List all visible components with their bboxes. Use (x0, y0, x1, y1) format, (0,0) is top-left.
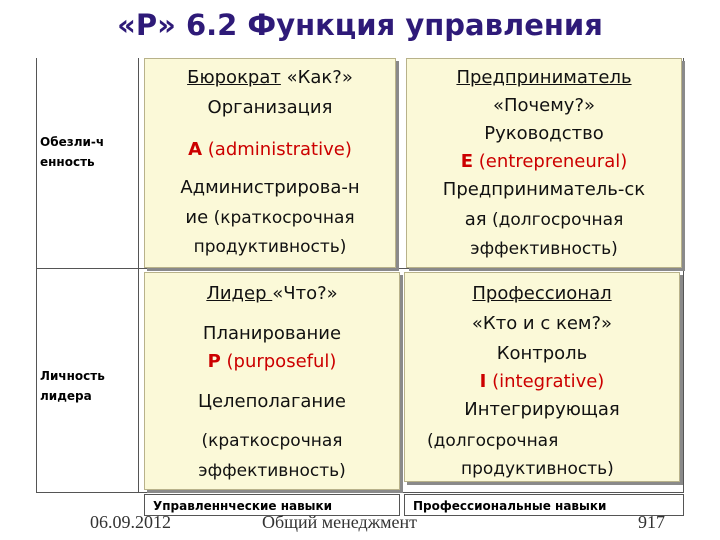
card-bureaucrat-letter: A (188, 139, 203, 160)
card-entrepreneur-code-line (407, 151, 681, 172)
card-bureaucrat-heading (145, 67, 395, 88)
row-label-impersonality-text: Обезли-ч енность (40, 135, 105, 169)
card-professional-note2: продуктивность) (461, 459, 614, 479)
card-leader-heading (145, 283, 399, 304)
card-bureaucrat-note1: (краткосрочная (208, 208, 355, 228)
grid-line-row-divider (36, 268, 684, 269)
skills-professional-label: Профессиональные навыки (413, 499, 607, 513)
card-entrepreneur (406, 58, 682, 268)
grid-line-bottom (36, 492, 684, 493)
row-label-impersonality (40, 132, 104, 172)
card-bureaucrat-note2: продуктивность) (193, 237, 347, 257)
card-leader-question: «Что?» (272, 283, 338, 304)
card-bureaucrat-name: Бюрократ (187, 67, 281, 88)
card-professional-name: Профессионал (472, 283, 612, 304)
card-bureaucrat-function: Организация (207, 97, 333, 118)
card-entrepreneur-role-line2 (407, 209, 681, 230)
card-leader-name: Лидер (206, 283, 273, 304)
row-label-leader-personality-text: Личность лидера (40, 369, 105, 403)
card-entrepreneur-letter: E (460, 151, 474, 172)
card-bureaucrat-role-line2 (145, 207, 395, 228)
card-entrepreneur-function: Руководство (484, 123, 604, 144)
card-entrepreneur-note1: (долгосрочная (486, 210, 624, 230)
card-professional-function: Контроль (496, 343, 588, 364)
card-bureaucrat-code-line (145, 139, 395, 160)
card-leader-note1: (краткосрочная (201, 431, 343, 451)
card-entrepreneur-role1: Предприниматель-ск (442, 179, 646, 200)
card-leader-code: (purposeful) (220, 351, 337, 372)
card-entrepreneur-code: (entrepreneural) (473, 151, 628, 172)
grid-line-right (683, 58, 684, 492)
card-entrepreneur-note2: эффективность) (470, 239, 618, 259)
card-entrepreneur-question: «Почему?» (492, 95, 596, 116)
card-professional-note1: (долгосрочная (427, 431, 559, 451)
card-leader-letter: P (207, 351, 221, 372)
card-bureaucrat-role1: Администрирова-н (180, 177, 360, 198)
card-professional (404, 272, 680, 482)
card-professional-question: «Кто и с кем?» (471, 313, 613, 334)
grid-line-left (36, 58, 37, 492)
skills-managerial-label: Управленнческие навыки (153, 499, 333, 513)
card-leader-note2: эффективность) (198, 461, 346, 481)
grid-line-mid (138, 58, 139, 492)
footer-date: 06.09.2012 (90, 512, 171, 532)
card-bureaucrat-code: (administrative) (202, 139, 352, 160)
row-label-leader-personality (40, 366, 105, 406)
slide-title: «P» 6.2 Функция управления (117, 8, 603, 42)
card-professional-role: Интегрирующая (464, 399, 620, 420)
card-bureaucrat-role2: ие (185, 207, 209, 228)
card-professional-code-line (405, 371, 679, 392)
card-bureaucrat-question: «Как?» (280, 67, 353, 88)
card-leader (144, 272, 400, 490)
card-leader-function: Планирование (202, 323, 342, 344)
card-professional-letter: I (479, 371, 487, 392)
footer-page-number: 917 (638, 512, 665, 532)
card-professional-code: (integrative) (486, 371, 605, 392)
card-bureaucrat (144, 58, 396, 268)
card-leader-code-line (145, 351, 399, 372)
footer-course: Общий менеджмент (262, 512, 418, 532)
card-leader-role: Целеполагание (198, 391, 346, 412)
card-entrepreneur-role2: ая (464, 209, 487, 230)
card-entrepreneur-name: Предприниматель (456, 67, 632, 88)
